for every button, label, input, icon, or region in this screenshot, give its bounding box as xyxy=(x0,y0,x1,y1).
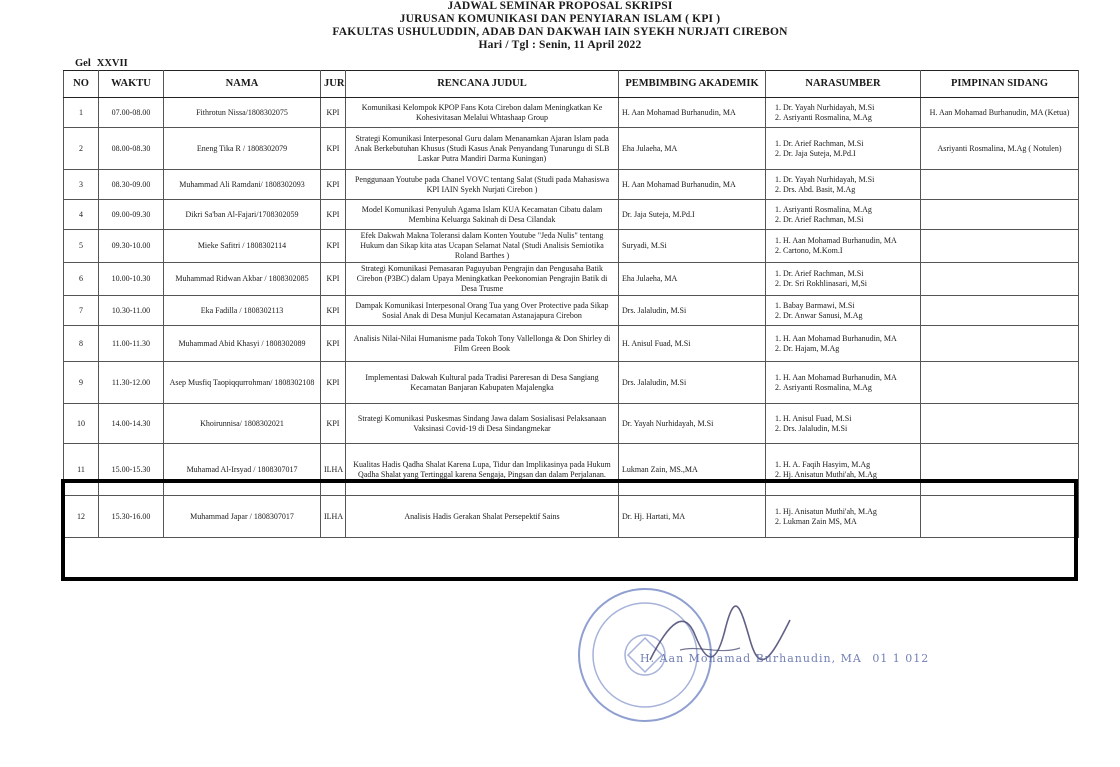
narasumber-item: 1. Hj. Anisatun Muthi'ah, M.Ag xyxy=(783,507,917,517)
cell-narasumber xyxy=(766,170,921,200)
cell-no: 4 xyxy=(64,200,99,230)
narasumber-item: 2. Asriyanti Rosmalina, M.Ag xyxy=(783,383,917,393)
cell-jur: KPI xyxy=(321,170,346,200)
narasumber-item: 2. Dr. Hajam, M.Ag xyxy=(783,344,917,354)
narasumber-item: 2. Drs. Jalaludin, M.Si xyxy=(783,424,917,434)
cell-no: 11 xyxy=(64,444,99,496)
signature-icon xyxy=(640,600,800,680)
cell-judul: Kualitas Hadis Qadha Shalat Karena Lupa, Tidur dan Implikasinya pada Hukum Qadha Shalat yang Tertinggal karena Sengaja, Pingsan dan dalam Perjalanan. xyxy=(346,444,619,496)
cell-no: 2 xyxy=(64,128,99,170)
narasumber-item: 2. Lukman Zain MS, MA xyxy=(783,517,917,527)
cell-judul: Strategi Komunikasi Pemasaran Paguyuban Pengrajin dan Pengusaha Batik Cirebon (P3BC) dalam Upaya Meningkatkan Peekonomian Pengrajin Batik di Desa Trusme xyxy=(346,263,619,296)
table-header-row xyxy=(64,71,1079,98)
narasumber-item: 2. Asriyanti Rosmalina, M.Ag xyxy=(783,113,917,123)
table-row xyxy=(64,230,1079,263)
narasumber-item: 2. Drs. Abd. Basit, M.Ag xyxy=(783,185,917,195)
cell-waktu: 15.30-16.00 xyxy=(99,496,164,538)
schedule-table xyxy=(63,70,1079,538)
cell-narasumber xyxy=(766,263,921,296)
cell-waktu: 08.30-09.00 xyxy=(99,170,164,200)
cell-pimpinan xyxy=(921,296,1079,326)
narasumber-list xyxy=(769,269,917,289)
cell-narasumber xyxy=(766,362,921,404)
cell-jur: KPI xyxy=(321,98,346,128)
cell-pimpinan xyxy=(921,362,1079,404)
cell-nama: Fithrotun Nissa/1808302075 xyxy=(164,98,321,128)
cell-pembimbing: Drs. Jalaludin, M.Si xyxy=(619,362,766,404)
cell-pimpinan xyxy=(921,444,1079,496)
cell-judul: Analisis Hadis Gerakan Shalat Persepektif Sains xyxy=(346,496,619,538)
col-header-narasumber: NARASUMBER xyxy=(766,71,921,98)
cell-nama: Asep Musfiq Taopiqqurrohman/ 1808302108 xyxy=(164,362,321,404)
col-header-waktu: WAKTU xyxy=(99,71,164,98)
table-row xyxy=(64,200,1079,230)
narasumber-item: 2. Dr. Anwar Sanusi, M.Ag xyxy=(783,311,917,321)
narasumber-item: 1. H. Aan Mohamad Burhanudin, MA xyxy=(783,334,917,344)
cell-waktu: 15.00-15.30 xyxy=(99,444,164,496)
cell-pimpinan xyxy=(921,230,1079,263)
cell-jur: KPI xyxy=(321,230,346,263)
table-body xyxy=(64,98,1079,538)
cell-waktu: 14.00-14.30 xyxy=(99,404,164,444)
cell-jur: KPI xyxy=(321,263,346,296)
narasumber-list xyxy=(769,205,917,225)
cell-jur: KPI xyxy=(321,404,346,444)
cell-waktu: 07.00-08.00 xyxy=(99,98,164,128)
cell-judul: Model Komunikasi Penyuluh Agama Islam KUA Kecamatan Cibatu dalam Membina Keluarga Sakinah di Desa Cilandak xyxy=(346,200,619,230)
narasumber-list xyxy=(769,103,917,123)
cell-pimpinan xyxy=(921,200,1079,230)
cell-jur: KPI xyxy=(321,326,346,362)
cell-nama: Eka Fadilla / 1808302113 xyxy=(164,296,321,326)
cell-waktu: 09.00-09.30 xyxy=(99,200,164,230)
table-row xyxy=(64,362,1079,404)
cell-pimpinan xyxy=(921,404,1079,444)
cell-no: 8 xyxy=(64,326,99,362)
cell-waktu: 09.30-10.00 xyxy=(99,230,164,263)
narasumber-item: 2. Cartono, M.Kom.I xyxy=(783,246,917,256)
cell-pembimbing: Suryadi, M.Si xyxy=(619,230,766,263)
table-row xyxy=(64,296,1079,326)
cell-waktu: 10.00-10.30 xyxy=(99,263,164,296)
narasumber-list xyxy=(769,334,917,354)
narasumber-item: 2. Dr. Arief Rachman, M.Si xyxy=(783,215,917,225)
cell-jur: ILHA xyxy=(321,496,346,538)
narasumber-list xyxy=(769,460,917,480)
cell-judul: Strategi Komunikasi Interpesonal Guru dalam Menanamkan Ajaran Islam pada Anak Berkebutuhan Khusus (Studi Kasus Anak Penyandang Tunarungu di SLB Laskar Putra Mandiri Darma Kuningan) xyxy=(346,128,619,170)
cell-judul: Dampak Komunikasi Interpesonal Orang Tua yang Over Protective pada Sikap Sosial Anak di Desa Munjul Kecamatan Astanajapura Cirebon xyxy=(346,296,619,326)
document-header xyxy=(0,0,1120,52)
cell-no: 3 xyxy=(64,170,99,200)
stamp-nip: 01 1 012 xyxy=(872,652,930,665)
cell-judul: Analisis Nilai-Nilai Humanisme pada Tokoh Tony Vallellonga & Don Shirley di Film Green Book xyxy=(346,326,619,362)
cell-waktu: 10.30-11.00 xyxy=(99,296,164,326)
cell-narasumber xyxy=(766,296,921,326)
stamp-name: H. Aan Mohamad Burhanudin, MA xyxy=(640,652,862,665)
gel-label-text: Gel xyxy=(75,58,91,69)
cell-pembimbing: Eha Julaeha, MA xyxy=(619,128,766,170)
cell-pimpinan xyxy=(921,263,1079,296)
narasumber-item: 2. Dr. Jaja Suteja, M.Pd.I xyxy=(783,149,917,159)
cell-pimpinan: Asriyanti Rosmalina, M.Ag ( Notulen) xyxy=(921,128,1079,170)
narasumber-list xyxy=(769,236,917,256)
cell-judul: Komunikasi Kelompok KPOP Fans Kota Cirebon dalam Meningkatkan Ke Kohesivitasan Melalui Whtashaap Group xyxy=(346,98,619,128)
cell-nama: Muhamad Al-Irsyad / 1808307017 xyxy=(164,444,321,496)
narasumber-list xyxy=(769,507,917,527)
narasumber-item: 1. H. Aan Mohamad Burhanudin, MA xyxy=(783,236,917,246)
narasumber-list xyxy=(769,301,917,321)
col-header-judul: RENCANA JUDUL xyxy=(346,71,619,98)
cell-nama: Mieke Safitri / 1808302114 xyxy=(164,230,321,263)
cell-pembimbing: H. Anisul Fuad, M.Si xyxy=(619,326,766,362)
cell-narasumber xyxy=(766,326,921,362)
narasumber-item: 1. Dr. Arief Rachman, M.Si xyxy=(783,269,917,279)
narasumber-item: 1. Dr. Arief Rachman, M.Si xyxy=(783,139,917,149)
cell-judul: Strategi Komunikasi Puskesmas Sindang Jawa dalam Sosialisasi Pelaksanaan Vaksinasi Covid-19 di Desa Sindangmekar xyxy=(346,404,619,444)
cell-nama: Khoirunnisa/ 1808302021 xyxy=(164,404,321,444)
gel-label xyxy=(75,58,128,69)
cell-narasumber xyxy=(766,128,921,170)
cell-no: 12 xyxy=(64,496,99,538)
col-header-no: NO xyxy=(64,71,99,98)
narasumber-item: 2. Dr. Sri Rokhlinasari, M,Si xyxy=(783,279,917,289)
cell-pimpinan xyxy=(921,170,1079,200)
table-row xyxy=(64,128,1079,170)
cell-jur: KPI xyxy=(321,128,346,170)
narasumber-list xyxy=(769,373,917,393)
cell-nama: Muhammad Japar / 1808307017 xyxy=(164,496,321,538)
narasumber-item: 1. Dr. Yayah Nurhidayah, M.Si xyxy=(783,175,917,185)
header-faculty: FAKULTAS USHULUDDIN, ADAB DAN DAKWAH IAIN SYEKH NURJATI CIREBON xyxy=(332,26,788,38)
cell-judul: Implementasi Dakwah Kultural pada Tradisi Pareresan di Desa Sangiang Kecamatan Banjaran Kabupaten Majalengka xyxy=(346,362,619,404)
header-title: JADWAL SEMINAR PROPOSAL SKRIPSI xyxy=(447,0,673,12)
cell-no: 1 xyxy=(64,98,99,128)
table-row xyxy=(64,404,1079,444)
cell-pimpinan: H. Aan Mohamad Burhanudin, MA (Ketua) xyxy=(921,98,1079,128)
narasumber-item: 1. H. A. Faqih Hasyim, M.Ag xyxy=(783,460,917,470)
cell-waktu: 08.00-08.30 xyxy=(99,128,164,170)
col-header-jur: JUR xyxy=(321,71,346,98)
header-department: JURUSAN KOMUNIKASI DAN PENYIARAN ISLAM ( KPI ) xyxy=(399,13,721,25)
cell-pembimbing: H. Aan Mohamad Burhanudin, MA xyxy=(619,98,766,128)
cell-jur: KPI xyxy=(321,200,346,230)
header-date: Hari / Tgl : Senin, 11 April 2022 xyxy=(478,39,642,51)
table-row xyxy=(64,170,1079,200)
cell-no: 5 xyxy=(64,230,99,263)
table-row xyxy=(64,496,1079,538)
cell-narasumber xyxy=(766,98,921,128)
col-header-pimpinan: PIMPINAN SIDANG xyxy=(921,71,1079,98)
narasumber-item: 1. Dr. Yayah Nurhidayah, M.Si xyxy=(783,103,917,113)
cell-pembimbing: Dr. Hj. Hartati, MA xyxy=(619,496,766,538)
table-row xyxy=(64,444,1079,496)
cell-pembimbing: H. Aan Mohamad Burhanudin, MA xyxy=(619,170,766,200)
narasumber-item: 2. Hj. Anisatun Muthi'ah, M.Ag xyxy=(783,470,917,480)
cell-jur: KPI xyxy=(321,296,346,326)
cell-nama: Muhammad Ridwan Akbar / 1808302085 xyxy=(164,263,321,296)
table-row xyxy=(64,326,1079,362)
cell-jur: ILHA xyxy=(321,444,346,496)
cell-narasumber xyxy=(766,230,921,263)
narasumber-item: 1. Asriyanti Rosmalina, M.Ag xyxy=(783,205,917,215)
table-row xyxy=(64,263,1079,296)
cell-pembimbing: Drs. Jalaludin, M.Si xyxy=(619,296,766,326)
cell-no: 10 xyxy=(64,404,99,444)
gel-value: XXVII xyxy=(96,58,128,69)
cell-judul: Penggunaan Youtube pada Chanel VOVC tentang Salat (Studi pada Mahasiswa KPI IAIN Syekh Nurjati Cirebon ) xyxy=(346,170,619,200)
cell-pembimbing: Lukman Zain, MS.,MA xyxy=(619,444,766,496)
narasumber-item: 1. Babay Barmawi, M.Si xyxy=(783,301,917,311)
cell-pembimbing: Dr. Yayah Nurhidayah, M.Si xyxy=(619,404,766,444)
cell-narasumber xyxy=(766,444,921,496)
cell-nama: Dikri Sa'ban Al-Fajari/1708302059 xyxy=(164,200,321,230)
cell-narasumber xyxy=(766,404,921,444)
table-row xyxy=(64,98,1079,128)
cell-jur: KPI xyxy=(321,362,346,404)
narasumber-list xyxy=(769,175,917,195)
cell-nama: Muhammad Abid Khasyi / 1808302089 xyxy=(164,326,321,362)
cell-narasumber xyxy=(766,200,921,230)
cell-no: 6 xyxy=(64,263,99,296)
narasumber-list xyxy=(769,139,917,159)
cell-waktu: 11.00-11.30 xyxy=(99,326,164,362)
narasumber-item: 1. H. Aan Mohamad Burhanudin, MA xyxy=(783,373,917,383)
cell-judul: Efek Dakwah Makna Toleransi dalam Konten Youtube "Jeda Nulis" tentang Hukum dan Sikap kita atas Ucapan Selamat Natal (Studi Analisis Semiotika Roland Barthes ) xyxy=(346,230,619,263)
col-header-nama: NAMA xyxy=(164,71,321,98)
col-header-pembimbing: PEMBIMBING AKADEMIK xyxy=(619,71,766,98)
cell-waktu: 11.30-12.00 xyxy=(99,362,164,404)
narasumber-list xyxy=(769,414,917,434)
cell-pimpinan xyxy=(921,496,1079,538)
cell-pimpinan xyxy=(921,326,1079,362)
cell-no: 7 xyxy=(64,296,99,326)
cell-nama: Muhammad Ali Ramdani/ 1808302093 xyxy=(164,170,321,200)
cell-narasumber xyxy=(766,496,921,538)
stamp-text xyxy=(640,652,929,665)
cell-nama: Eneng Tika R / 1808302079 xyxy=(164,128,321,170)
cell-pembimbing: Eha Julaeha, MA xyxy=(619,263,766,296)
cell-no: 9 xyxy=(64,362,99,404)
cell-pembimbing: Dr. Jaja Suteja, M.Pd.I xyxy=(619,200,766,230)
narasumber-item: 1. H. Anisul Fuad, M.Si xyxy=(783,414,917,424)
